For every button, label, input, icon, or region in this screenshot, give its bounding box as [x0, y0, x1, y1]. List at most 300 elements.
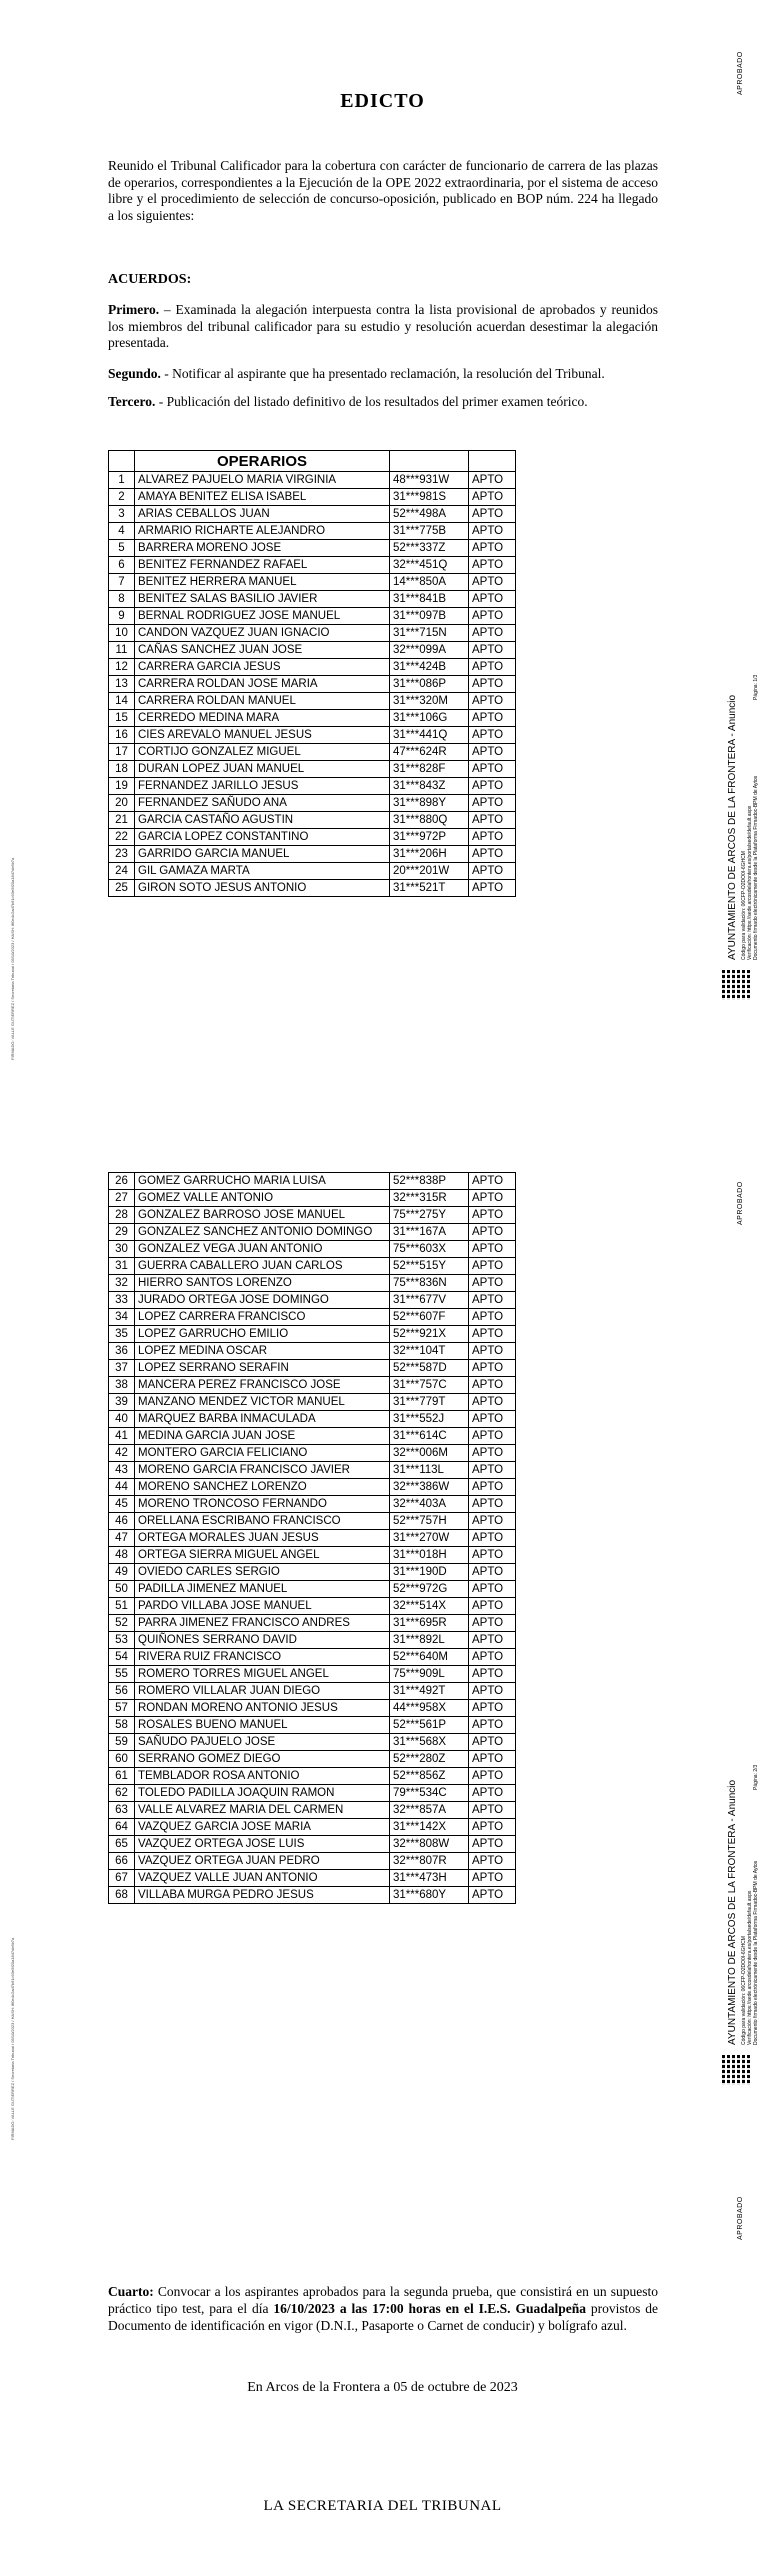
table-row: [109, 1360, 516, 1377]
row-number: 7: [109, 574, 135, 591]
row-number: 67: [109, 1870, 135, 1887]
row-status: APTO: [469, 1445, 516, 1462]
row-number: 64: [109, 1819, 135, 1836]
row-dni: 32***386W: [390, 1479, 469, 1496]
table-row: [109, 846, 516, 863]
tercero-text: - Publicación del listado definitivo de los resultados del primer examen teórico.: [155, 394, 588, 409]
row-name: CARRERA GARCIA JESUS: [135, 659, 390, 676]
row-dni: 52***280Z: [390, 1751, 469, 1768]
table-row: [109, 778, 516, 795]
row-name: CARRERA ROLDAN JOSE MARIA: [135, 676, 390, 693]
operarios-table-continued: [108, 1172, 516, 1904]
table-row: [109, 1666, 516, 1683]
intro-paragraph: Reunido el Tribunal Calificador para la cobertura con carácter de funcionario de carrera de las plazas de operarios, correspondientes a la Ejecución de la OPE 2022 extraordinaria, por el sistema de acceso libre y el procedimiento de selección de concurso-oposición, publicado en BOP núm. 224 ha llegado a los siguientes:: [108, 158, 658, 223]
row-dni: 31***568X: [390, 1734, 469, 1751]
row-name: GIL GAMAZA MARTA: [135, 863, 390, 880]
row-dni: 31***441Q: [390, 727, 469, 744]
row-status: APTO: [469, 1241, 516, 1258]
row-status: APTO: [469, 1785, 516, 1802]
row-number: 63: [109, 1802, 135, 1819]
row-number: 29: [109, 1224, 135, 1241]
row-number: 26: [109, 1173, 135, 1190]
row-name: MORENO GARCIA FRANCISCO JAVIER: [135, 1462, 390, 1479]
row-name: LOPEZ CARRERA FRANCISCO: [135, 1309, 390, 1326]
table-row: [109, 1190, 516, 1207]
row-name: ARMARIO RICHARTE ALEJANDRO: [135, 523, 390, 540]
row-number: 1: [109, 472, 135, 489]
table-row: [109, 1530, 516, 1547]
row-name: TOLEDO PADILLA JOAQUIN RAMON: [135, 1785, 390, 1802]
row-status: APTO: [469, 1377, 516, 1394]
row-name: HIERRO SANTOS LORENZO: [135, 1275, 390, 1292]
ayuntamiento-stamp: AYUNTAMIENTO DE ARCOS DE LA FRONTERA - Anuncio: [727, 1779, 738, 2045]
row-number: 31: [109, 1258, 135, 1275]
row-number: 34: [109, 1309, 135, 1326]
table-row: [109, 1326, 516, 1343]
table-row: [109, 642, 516, 659]
table-row: [109, 812, 516, 829]
row-dni: 31***779T: [390, 1394, 469, 1411]
acuerdo-tercero: [108, 394, 658, 410]
row-dni: 31***190D: [390, 1564, 469, 1581]
table-row: [109, 1513, 516, 1530]
cuarto-text-a: Convocar a los aspirantes aprobados para la segunda prueba, que consistirá en un supuesto práctico tipo test, para el día: [108, 2284, 658, 2316]
table-row: [109, 1649, 516, 1666]
table-row: [109, 1241, 516, 1258]
row-dni: 31***521T: [390, 880, 469, 897]
row-number: 21: [109, 812, 135, 829]
row-status: APTO: [469, 557, 516, 574]
row-status: APTO: [469, 1479, 516, 1496]
table-row: [109, 1785, 516, 1802]
row-dni: 31***086P: [390, 676, 469, 693]
row-status: APTO: [469, 1853, 516, 1870]
row-name: AMAYA BENITEZ ELISA ISABEL: [135, 489, 390, 506]
table-header-row: [109, 451, 516, 472]
row-dni: 32***006M: [390, 1445, 469, 1462]
row-number: 8: [109, 591, 135, 608]
row-name: MANZANO MENDEZ VICTOR MANUEL: [135, 1394, 390, 1411]
row-number: 47: [109, 1530, 135, 1547]
table-row: [109, 1309, 516, 1326]
row-dni: 31***320M: [390, 693, 469, 710]
row-status: APTO: [469, 1207, 516, 1224]
table-row: [109, 1496, 516, 1513]
row-name: BERNAL RODRIGUEZ JOSE MANUEL: [135, 608, 390, 625]
row-dni: 31***757C: [390, 1377, 469, 1394]
row-dni: 32***514X: [390, 1598, 469, 1615]
date-line: En Arcos de la Frontera a 05 de octubre de 2023: [247, 2380, 518, 2395]
acuerdo-primero: [108, 302, 658, 352]
row-number: 20: [109, 795, 135, 812]
row-name: BENITEZ SALAS BASILIO JAVIER: [135, 591, 390, 608]
table-row: [109, 1207, 516, 1224]
row-name: MEDINA GARCIA JUAN JOSE: [135, 1428, 390, 1445]
row-status: APTO: [469, 1598, 516, 1615]
row-status: APTO: [469, 1819, 516, 1836]
row-dni: 52***921X: [390, 1326, 469, 1343]
row-name: PARDO VILLABA JOSE MANUEL: [135, 1598, 390, 1615]
row-number: 58: [109, 1717, 135, 1734]
row-number: 49: [109, 1564, 135, 1581]
table-row: [109, 761, 516, 778]
row-status: APTO: [469, 1887, 516, 1904]
row-number: 56: [109, 1683, 135, 1700]
row-dni: 52***515Y: [390, 1258, 469, 1275]
row-status: APTO: [469, 778, 516, 795]
row-dni: 31***018H: [390, 1547, 469, 1564]
table-row: [109, 1275, 516, 1292]
row-status: APTO: [469, 1666, 516, 1683]
stamp-code: Código para validación: 06CFP-O2DO0I-6GHCM: [741, 851, 747, 960]
row-number: 32: [109, 1275, 135, 1292]
row-status: APTO: [469, 863, 516, 880]
row-status: APTO: [469, 642, 516, 659]
row-name: RONDAN MORENO ANTONIO JESUS: [135, 1700, 390, 1717]
row-status: APTO: [469, 1428, 516, 1445]
row-number: 59: [109, 1734, 135, 1751]
row-name: LOPEZ SERRANO SERAFIN: [135, 1360, 390, 1377]
table-row: [109, 574, 516, 591]
row-number: 54: [109, 1649, 135, 1666]
row-number: 45: [109, 1496, 135, 1513]
row-name: RIVERA RUIZ FRANCISCO: [135, 1649, 390, 1666]
acuerdo-cuarto: [108, 2283, 658, 2334]
row-dni: 31***898Y: [390, 795, 469, 812]
row-status: APTO: [469, 1462, 516, 1479]
row-name: GOMEZ VALLE ANTONIO: [135, 1190, 390, 1207]
table-row: [109, 489, 516, 506]
row-number: 23: [109, 846, 135, 863]
table-row: [109, 744, 516, 761]
table-row: [109, 1564, 516, 1581]
table-row: [109, 1734, 516, 1751]
row-name: CERREDO MEDINA MARA: [135, 710, 390, 727]
row-status: APTO: [469, 1564, 516, 1581]
row-status: APTO: [469, 1173, 516, 1190]
row-name: BENITEZ FERNANDEZ RAFAEL: [135, 557, 390, 574]
qr-code-icon: [722, 2055, 752, 2085]
row-status: APTO: [469, 574, 516, 591]
row-status: APTO: [469, 1360, 516, 1377]
row-status: APTO: [469, 1802, 516, 1819]
row-name: VAZQUEZ VALLE JUAN ANTONIO: [135, 1870, 390, 1887]
row-status: APTO: [469, 591, 516, 608]
row-status: APTO: [469, 1292, 516, 1309]
row-name: VAZQUEZ ORTEGA JUAN PEDRO: [135, 1853, 390, 1870]
row-name: ALVAREZ PAJUELO MARIA VIRGINIA: [135, 472, 390, 489]
row-name: GARCIA CASTAÑO AGUSTIN: [135, 812, 390, 829]
row-dni: 31***167A: [390, 1224, 469, 1241]
row-number: 3: [109, 506, 135, 523]
row-dni: 44***958X: [390, 1700, 469, 1717]
row-name: SAÑUDO PAJUELO JOSE: [135, 1734, 390, 1751]
row-number: 53: [109, 1632, 135, 1649]
row-name: GONZALEZ BARROSO JOSE MANUEL: [135, 1207, 390, 1224]
row-name: ARIAS CEBALLOS JUAN: [135, 506, 390, 523]
table-row: [109, 540, 516, 557]
table-row: [109, 863, 516, 880]
row-name: PADILLA JIMENEZ MANUEL: [135, 1581, 390, 1598]
row-status: APTO: [469, 1581, 516, 1598]
row-name: ROSALES BUENO MANUEL: [135, 1717, 390, 1734]
table-row: [109, 1632, 516, 1649]
row-number: 48: [109, 1547, 135, 1564]
row-name: VILLABA MURGA PEDRO JESUS: [135, 1887, 390, 1904]
cuarto-label: Cuarto:: [108, 2284, 154, 2299]
signature-line: LA SECRETARIA DEL TRIBUNAL: [263, 2498, 502, 2514]
row-number: 6: [109, 557, 135, 574]
row-name: MANCERA PEREZ FRANCISCO JOSE: [135, 1377, 390, 1394]
row-status: APTO: [469, 1258, 516, 1275]
row-status: APTO: [469, 1394, 516, 1411]
row-name: CANDON VAZQUEZ JUAN IGNACIO: [135, 625, 390, 642]
table-row: [109, 1428, 516, 1445]
row-name: OVIEDO CARLES SERGIO: [135, 1564, 390, 1581]
row-name: LOPEZ MEDINA OSCAR: [135, 1343, 390, 1360]
row-dni: 31***828F: [390, 761, 469, 778]
table-row: [109, 557, 516, 574]
row-dni: 31***142X: [390, 1819, 469, 1836]
row-dni: 31***843Z: [390, 778, 469, 795]
row-name: CIES AREVALO MANUEL JESUS: [135, 727, 390, 744]
row-dni: 31***715N: [390, 625, 469, 642]
row-dni: 32***451Q: [390, 557, 469, 574]
row-name: GUERRA CABALLERO JUAN CARLOS: [135, 1258, 390, 1275]
row-status: APTO: [469, 1717, 516, 1734]
row-dni: 52***640M: [390, 1649, 469, 1666]
table-row: [109, 1615, 516, 1632]
table-row: [109, 1717, 516, 1734]
aprobado-stamp: APROBADO: [737, 51, 744, 95]
table-row: [109, 1411, 516, 1428]
row-number: 40: [109, 1411, 135, 1428]
row-name: GOMEZ GARRUCHO MARIA LUISA: [135, 1173, 390, 1190]
row-number: 17: [109, 744, 135, 761]
table-row: [109, 1292, 516, 1309]
row-dni: 31***270W: [390, 1530, 469, 1547]
row-status: APTO: [469, 1513, 516, 1530]
aprobado-stamp: APROBADO: [737, 2196, 744, 2240]
row-name: FERNANDEZ SAÑUDO ANA: [135, 795, 390, 812]
row-number: 12: [109, 659, 135, 676]
table-row: [109, 1768, 516, 1785]
ayuntamiento-stamp: AYUNTAMIENTO DE ARCOS DE LA FRONTERA - Anuncio: [727, 694, 738, 960]
row-number: 14: [109, 693, 135, 710]
stamp-verify: Verificación: https://sede.arcosdelafrontera.es/portalsede/default.aspx: [747, 805, 753, 960]
row-dni: 32***808W: [390, 1836, 469, 1853]
row-status: APTO: [469, 1496, 516, 1513]
row-number: 50: [109, 1581, 135, 1598]
row-number: 41: [109, 1428, 135, 1445]
row-status: APTO: [469, 608, 516, 625]
table-row: [109, 1343, 516, 1360]
row-number: 33: [109, 1292, 135, 1309]
table-row: [109, 1802, 516, 1819]
row-dni: 52***337Z: [390, 540, 469, 557]
row-dni: 52***757H: [390, 1513, 469, 1530]
row-number: 10: [109, 625, 135, 642]
row-dni: 31***972P: [390, 829, 469, 846]
row-name: ORELLANA ESCRIBANO FRANCISCO: [135, 1513, 390, 1530]
row-dni: 52***561P: [390, 1717, 469, 1734]
row-status: APTO: [469, 1190, 516, 1207]
table-row: [109, 727, 516, 744]
row-dni: 32***403A: [390, 1496, 469, 1513]
row-number: 60: [109, 1751, 135, 1768]
row-dni: 31***614C: [390, 1428, 469, 1445]
row-name: MONTERO GARCIA FELICIANO: [135, 1445, 390, 1462]
row-dni: 31***552J: [390, 1411, 469, 1428]
table-row: [109, 1700, 516, 1717]
row-dni: 79***534C: [390, 1785, 469, 1802]
row-dni: 48***931W: [390, 472, 469, 489]
stamp-code: Código para validación: 06CFP-O2DO0I-6GHCM: [741, 1936, 747, 2045]
row-number: 15: [109, 710, 135, 727]
table-row: [109, 1462, 516, 1479]
row-number: 4: [109, 523, 135, 540]
row-dni: 52***856Z: [390, 1768, 469, 1785]
row-number: 57: [109, 1700, 135, 1717]
row-dni: 75***836N: [390, 1275, 469, 1292]
row-name: GONZALEZ SANCHEZ ANTONIO DOMINGO: [135, 1224, 390, 1241]
row-status: APTO: [469, 812, 516, 829]
row-number: 61: [109, 1768, 135, 1785]
row-status: APTO: [469, 761, 516, 778]
row-status: APTO: [469, 506, 516, 523]
row-status: APTO: [469, 659, 516, 676]
row-status: APTO: [469, 880, 516, 897]
row-status: APTO: [469, 744, 516, 761]
table-row: [109, 625, 516, 642]
page-title: EDICTO: [340, 90, 425, 112]
row-number: 2: [109, 489, 135, 506]
row-dni: 52***587D: [390, 1360, 469, 1377]
row-name: MORENO SANCHEZ LORENZO: [135, 1479, 390, 1496]
table-row: [109, 659, 516, 676]
row-status: APTO: [469, 1224, 516, 1241]
row-name: MARQUEZ BARBA INMACULADA: [135, 1411, 390, 1428]
table-row: [109, 676, 516, 693]
row-dni: 52***498A: [390, 506, 469, 523]
table-row: [109, 1479, 516, 1496]
row-dni: 75***275Y: [390, 1207, 469, 1224]
row-number: 62: [109, 1785, 135, 1802]
row-dni: 75***909L: [390, 1666, 469, 1683]
table-row: [109, 608, 516, 625]
row-name: CARRERA ROLDAN MANUEL: [135, 693, 390, 710]
row-number: 18: [109, 761, 135, 778]
row-dni: 31***695R: [390, 1615, 469, 1632]
row-name: CORTIJO GONZALEZ MIGUEL: [135, 744, 390, 761]
row-number: 51: [109, 1598, 135, 1615]
row-status: APTO: [469, 1411, 516, 1428]
row-dni: 31***775B: [390, 523, 469, 540]
row-status: APTO: [469, 795, 516, 812]
row-number: 68: [109, 1887, 135, 1904]
table-row: [109, 1751, 516, 1768]
table-row: [109, 1394, 516, 1411]
row-name: GARCIA LOPEZ CONSTANTINO: [135, 829, 390, 846]
stamp-signed: Documento firmado electrónicamente desde la Plataforma Firmadoc-BPM de Aytos: [753, 1860, 759, 2045]
row-dni: 32***099A: [390, 642, 469, 659]
row-number: 46: [109, 1513, 135, 1530]
table-row: [109, 1598, 516, 1615]
row-number: 27: [109, 1190, 135, 1207]
row-number: 13: [109, 676, 135, 693]
row-number: 5: [109, 540, 135, 557]
table-row: [109, 1819, 516, 1836]
row-status: APTO: [469, 1343, 516, 1360]
row-number: 39: [109, 1394, 135, 1411]
row-number: 16: [109, 727, 135, 744]
row-number: 11: [109, 642, 135, 659]
primero-label: Primero.: [108, 302, 160, 317]
stamp-verify: Verificación: https://sede.arcosdelafrontera.es/portalsede/default.aspx: [747, 1890, 753, 2045]
row-name: LOPEZ GARRUCHO EMILIO: [135, 1326, 390, 1343]
row-dni: 32***315R: [390, 1190, 469, 1207]
row-number: 19: [109, 778, 135, 795]
row-status: APTO: [469, 676, 516, 693]
row-dni: 52***838P: [390, 1173, 469, 1190]
row-name: FERNANDEZ JARILLO JESUS: [135, 778, 390, 795]
table-row: [109, 1445, 516, 1462]
row-name: GONZALEZ VEGA JUAN ANTONIO: [135, 1241, 390, 1258]
row-dni: 52***607F: [390, 1309, 469, 1326]
table-row: [109, 506, 516, 523]
row-status: APTO: [469, 1649, 516, 1666]
segundo-text: - Notificar al aspirante que ha presentado reclamación, la resolución del Tribunal.: [160, 366, 605, 381]
row-name: JURADO ORTEGA JOSE DOMINGO: [135, 1292, 390, 1309]
row-number: 35: [109, 1326, 135, 1343]
row-dni: 31***677V: [390, 1292, 469, 1309]
row-status: APTO: [469, 1700, 516, 1717]
row-dni: 31***680Y: [390, 1887, 469, 1904]
row-name: GIRON SOTO JESUS ANTONIO: [135, 880, 390, 897]
row-status: APTO: [469, 540, 516, 557]
row-status: APTO: [469, 523, 516, 540]
row-status: APTO: [469, 472, 516, 489]
row-name: BENITEZ HERRERA MANUEL: [135, 574, 390, 591]
row-status: APTO: [469, 829, 516, 846]
row-number: 38: [109, 1377, 135, 1394]
acuerdo-segundo: [108, 366, 658, 382]
row-number: 66: [109, 1853, 135, 1870]
table-row: [109, 710, 516, 727]
table-row: [109, 591, 516, 608]
row-name: MORENO TRONCOSO FERNANDO: [135, 1496, 390, 1513]
row-dni: 31***097B: [390, 608, 469, 625]
table-row: [109, 1887, 516, 1904]
row-status: APTO: [469, 1751, 516, 1768]
row-dni: 31***206H: [390, 846, 469, 863]
row-name: ROMERO VILLALAR JUAN DIEGO: [135, 1683, 390, 1700]
stamp-page: Página: 1/3: [753, 674, 759, 700]
row-dni: 31***841B: [390, 591, 469, 608]
row-dni: 32***807R: [390, 1853, 469, 1870]
row-dni: 31***892L: [390, 1632, 469, 1649]
stamp-page: Página: 2/3: [753, 1764, 759, 1790]
row-status: APTO: [469, 489, 516, 506]
row-number: 65: [109, 1836, 135, 1853]
row-number: 43: [109, 1462, 135, 1479]
row-status: APTO: [469, 1530, 516, 1547]
row-status: APTO: [469, 1632, 516, 1649]
table-row: [109, 523, 516, 540]
row-status: APTO: [469, 1870, 516, 1887]
primero-text: – Examinada la alegación interpuesta contra la lista provisional de aprobados y reunidos los miembros del tribunal calificador para su estudio y resolución acuerdan desestimar la alegación presentada.: [108, 302, 658, 350]
table-row: [109, 1377, 516, 1394]
